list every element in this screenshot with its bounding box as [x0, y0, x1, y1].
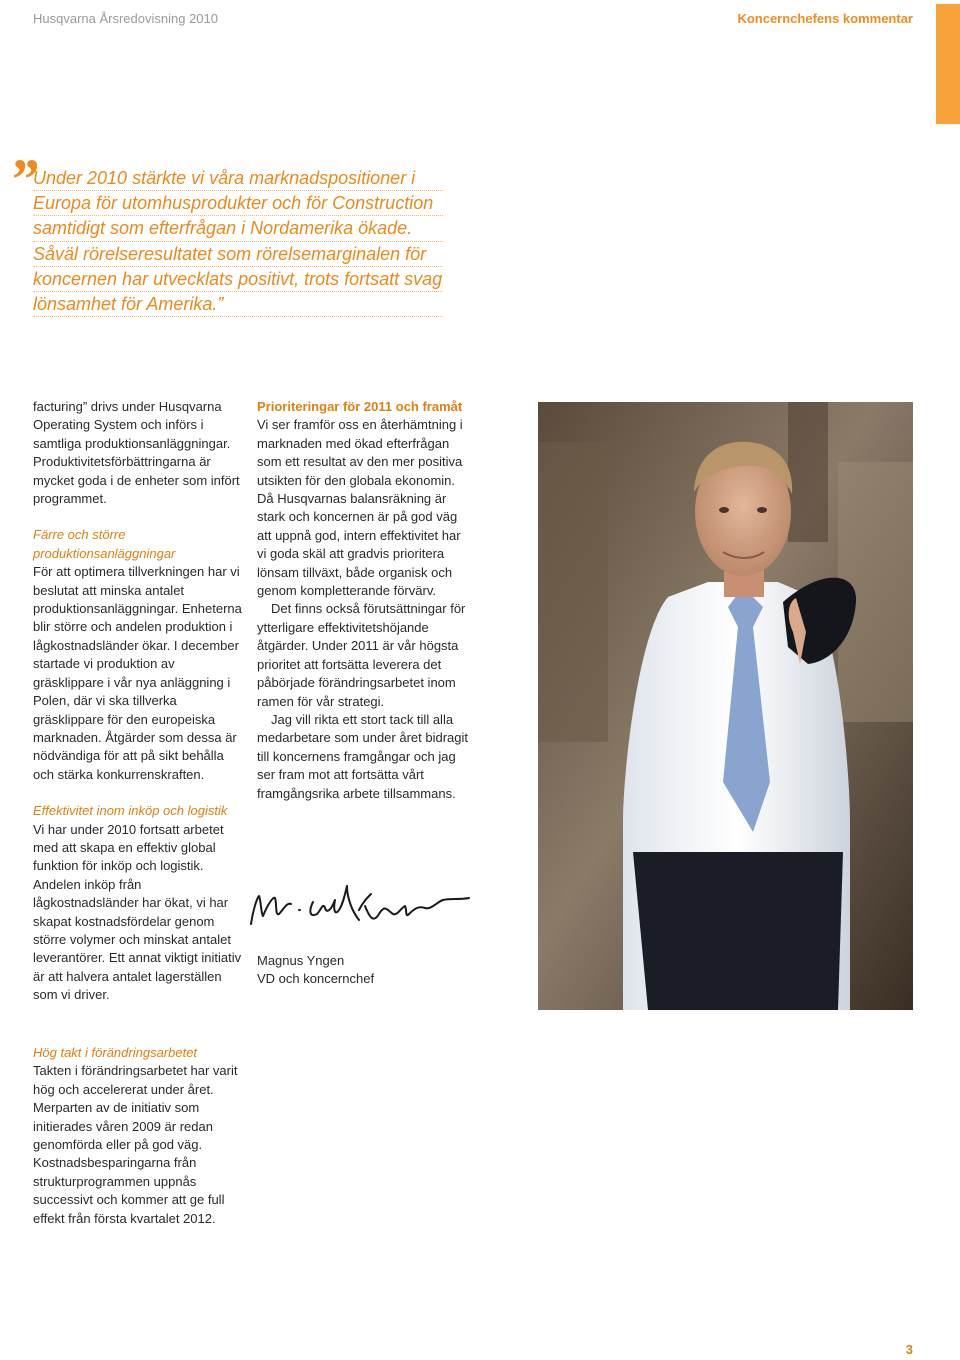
heading-priorities: Prioriteringar för 2011 och framåt: [257, 399, 463, 414]
quote-line: samtidigt som efterfrågan i Nordamerika ökade.: [33, 216, 443, 241]
quote-mark-icon: ”: [9, 147, 38, 212]
signature: [247, 880, 472, 940]
pull-quote: [33, 166, 443, 317]
signatory-title: VD och koncernchef: [257, 971, 375, 987]
text-column-1-continued: [33, 1044, 243, 1228]
signatory-name: Magnus Yngen: [257, 953, 345, 968]
portrait-photo: [538, 402, 913, 1010]
section-title: Koncernchefens kommentar: [737, 11, 913, 26]
subheading-change-work: Hög takt i förändringsarbetet: [33, 1045, 198, 1060]
quote-line: lönsamhet för Amerika.”: [33, 292, 443, 317]
paragraph-change-work: Takten i förändringsarbetet har varit hög och accelererat under året. Merparten av de initiativ som initierades våren 2009 är redan genomförda eller på god väg. Kostnadsbesparingarna från strukturprogrammen uppnås successivt och kommer att ge full effekt från första kvartalet 2012.: [33, 1063, 238, 1226]
text-column-2: [257, 398, 472, 803]
page-number: 3: [905, 1342, 913, 1357]
quote-line: Såväl rörelseresultatet som rörelsemarginalen för: [33, 242, 443, 267]
quote-line: Under 2010 stärkte vi våra marknadspositioner i: [33, 166, 443, 191]
quote-line: koncernen har utvecklats positivt, trots fortsatt svag: [33, 267, 443, 292]
paragraph-priorities-1: Vi ser framför oss en återhämtning i marknaden med ökad efterfrågan som ett resultat av den mer positiva utsikten för den globala ekonomin. Då Husqvarnas balansräkning är stark och koncernen är på god väg att uppnå god, intern effektivitet har vi goda skäl att gradvis prioritera lönsam tillväxt, både organisk och genom kompletterande förvärv.: [257, 417, 463, 599]
paragraph-intro: facturing” drivs under Husqvarna Operating System och införs i samtliga produktionsanläggningar. Produktivitetsförbättringarna är mycket goda i de enheter som infört programmet.: [33, 399, 240, 507]
quote-line: Europa för utomhusprodukter och för Construction: [33, 191, 443, 216]
paragraph-production: För att optimera tillverkningen har vi beslutat att minska antalet produktionsanläggningar. Enheterna blir större och andelen produktion i lågkostnadsländer ökar. I december startade vi produktion av gräsklippare i vår nya anläggning i Polen, där vi ska tillverka gräsklippare för den europeiska marknaden. Åtgärder som dessa är nödvändiga för att på sikt behålla och stärka konkurrenskraften.: [33, 564, 242, 782]
document-header-title: Husqvarna Årsredovisning 2010: [33, 11, 218, 26]
paragraph-purchasing: Vi har under 2010 fortsatt arbetet med att skapa en effektiv global funktion för inköp och logistik. Andelen inköp från lågkostnadsländer har ökat, vi har skapat kostnadsfördelar genom större volymer och minskat antalet leverantörer. Ett annat viktigt initiativ är att halvera antalet lagerställen som vi driver.: [33, 821, 242, 1003]
subheading-production: Färre och större produktionsanläggningar: [33, 527, 176, 561]
section-tab-marker: [936, 4, 960, 124]
text-column-1: [33, 398, 243, 1005]
subheading-purchasing: Effektivitet inom inköp och logistik: [33, 803, 228, 819]
paragraph-priorities-3: Jag vill rikta ett stort tack till alla medarbetare som under året bidragit till koncernens framgångar och jag ser fram mot att fortsätta vårt framgångsrika arbete tillsammans.: [257, 711, 469, 801]
signatory-block: [257, 952, 374, 989]
paragraph-priorities-2: Det finns också förutsättningar för ytterligare effektivitetshöjande åtgärder. Under 2011 är vår högsta prioritet att fortsätta leverera det påbörjade förändringsarbetet inom ramen för vår strategi.: [257, 601, 466, 709]
